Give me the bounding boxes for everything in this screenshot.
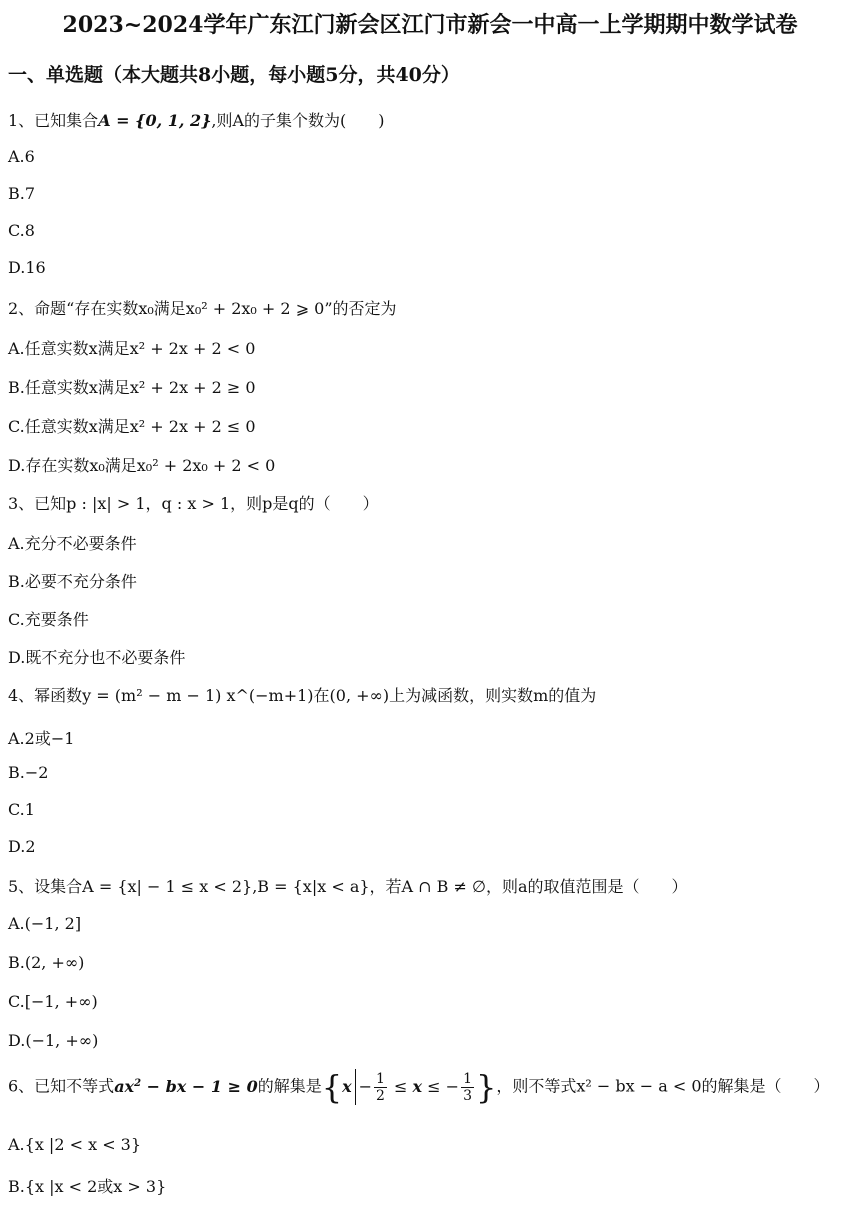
q6-solution-set: {x − $\frac{1}{2}$ ≤ x ≤ − $\frac{1}{3}$ }: [321, 1068, 497, 1106]
q6-option-b[interactable]: B.{x |x < 2或x > 3}: [8, 1177, 167, 1196]
question-3-stem: 3、已知p : |x| > 1，q : x > 1，则p是q的（ ）: [8, 494, 379, 513]
question-1-stem: [8, 108, 385, 131]
q4-option-a[interactable]: A.2或−1: [8, 729, 75, 748]
q1-option-b[interactable]: B.7: [8, 184, 36, 203]
q6-frac2-num: 1: [463, 1070, 472, 1087]
q2-option-a[interactable]: A.任意实数x满足x² + 2x + 2 < 0: [8, 339, 256, 358]
question-4-stem: 4、幂函数y = (m² − m − 1) x^(−m+1)在(0, +∞)上为减函数，则实数m的值为: [8, 686, 597, 705]
q1-stem-prefix: 1、已知集合: [8, 111, 99, 130]
q4-option-b[interactable]: B.−2: [8, 763, 49, 782]
q1-option-a[interactable]: A.6: [8, 147, 35, 166]
q1-stem-suffix: ,则A的子集个数为( ): [211, 111, 385, 130]
q6-frac1-num: 1: [376, 1070, 385, 1087]
question-6-stem: [8, 1068, 830, 1106]
page-title: 2023~2024学年广东江门新会区江门市新会一中高一上学期期中数学试卷: [62, 12, 798, 38]
q6-inequality: $ax^2$ − bx − 1 ≥ 0: [114, 1076, 258, 1096]
q1-option-c[interactable]: C.8: [8, 221, 35, 240]
section-title: 一、单选题（本大题共8小题，每小题5分，共40分）: [8, 64, 460, 86]
q6-option-a[interactable]: A.{x |2 < x < 3}: [8, 1135, 142, 1154]
q6-stem-mid: 的解集是: [257, 1076, 322, 1096]
q4-option-d[interactable]: D.2: [8, 837, 36, 856]
q2-option-b[interactable]: B.任意实数x满足x² + 2x + 2 ≥ 0: [8, 378, 256, 397]
q6-frac1-den: 2: [376, 1087, 385, 1104]
q5-option-d[interactable]: D.(−1, +∞): [8, 1031, 99, 1050]
q1-set: A = {0, 1, 2}: [98, 111, 212, 130]
q2-option-d[interactable]: D.存在实数x₀满足x₀² + 2x₀ + 2 < 0: [8, 456, 276, 475]
q6-stem-suffix: ，则不等式x² − bx − a < 0的解集是（ ）: [496, 1076, 830, 1096]
q5-option-b[interactable]: B.(2, +∞): [8, 953, 85, 972]
q6-frac2-den: 3: [463, 1087, 472, 1104]
q4-option-c[interactable]: C.1: [8, 800, 35, 819]
q3-option-d[interactable]: D.既不充分也不必要条件: [8, 648, 186, 667]
q3-option-c[interactable]: C.充要条件: [8, 610, 89, 629]
question-2-stem: 2、命题“存在实数x₀满足x₀² + 2x₀ + 2 ⩾ 0”的否定为: [8, 299, 397, 318]
question-5-stem: 5、设集合A = {x| − 1 ≤ x < 2},B = {x|x < a}，若A ∩ B ≠ ∅，则a的取值范围是（ ）: [8, 877, 688, 896]
q5-option-a[interactable]: A.(−1, 2]: [8, 914, 82, 933]
q3-option-a[interactable]: A.充分不必要条件: [8, 534, 137, 553]
q3-option-b[interactable]: B.必要不充分条件: [8, 572, 137, 591]
q6-stem-prefix: 6、已知不等式: [8, 1076, 115, 1096]
q5-option-c[interactable]: C.[−1, +∞): [8, 992, 98, 1011]
q1-option-d[interactable]: D.16: [8, 258, 46, 277]
q2-option-c[interactable]: C.任意实数x满足x² + 2x + 2 ≤ 0: [8, 417, 256, 436]
